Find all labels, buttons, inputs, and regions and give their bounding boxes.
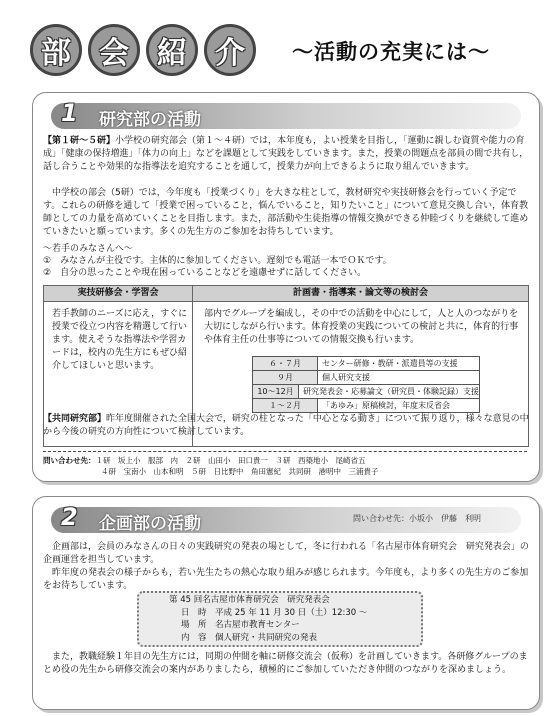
schedule-row: １～２月 「あゆみ」原稿検討，年度末反省会	[253, 399, 479, 412]
section-title: 研究部の活動	[99, 110, 201, 130]
event-info-box	[137, 591, 423, 647]
research-contacts	[43, 451, 527, 477]
young-teachers-list	[43, 243, 529, 279]
research-paragraph-2: 中学校の部会（5研）では，今年度も「授業づくり」を大きな柱として，教材研究や実技研修会を行っていく予定です。これらの研修を通して「授業で困っていること，悩んでいること，知りたいこと」について意見交換し合い，体育教師としての力量を高めていくことを目指します。また，部活動や生徒指導の情報交換ができる仲睦づくりを継続して進めていきたいと願っています。多くの先生方のご参加をお待ちしています。	[43, 188, 529, 237]
section-title-band	[51, 503, 521, 534]
section-title: 企画部の活動	[99, 514, 201, 534]
table-cell-practice: 若手教師のニーズに応え，すぐに授業で役立つ内容を精選して行います。使えそうな指導法や学習カードは，校内の先生方にもぜひ紹介してほしいと思います。	[52, 309, 188, 371]
page-header	[30, 24, 540, 82]
schedule-table	[252, 356, 480, 413]
section-number: 2	[61, 503, 78, 531]
title-char-4: 介	[204, 24, 256, 76]
table-header-review: 計画書・指導案・論文等の検討会	[193, 286, 528, 302]
research-label: 【第１研～５研】	[43, 136, 116, 146]
joint-label: 【共同研究部】	[43, 414, 107, 424]
planning-paragraph-3: また，教職経験１年目の先生方には，同期の仲間を軸に研修交流会（仮称）を計画していきます。各研修グループのまとめ役の先生から研修交流会の案内がありましたら，積極的にご参加していただき仲間のつながりを深めましょう。	[43, 652, 528, 675]
page-subtitle: ～活動の充実には～	[292, 40, 490, 64]
planning-contact: 問い合わせ先：小坂小 伊藤 利明	[353, 514, 481, 523]
title-char-3: 紹	[146, 24, 198, 76]
table-header-practice: 実技研修会・学習会	[44, 286, 193, 302]
contact-label: 問い合わせ先：	[43, 456, 96, 465]
section-planning	[32, 496, 540, 710]
young-heading: ～若手のみなさんへ～	[43, 244, 133, 254]
section-title-band	[51, 99, 521, 130]
section-research	[32, 92, 540, 482]
schedule-row: ６・７月 センター研修・教研・派遣員等の支援	[253, 357, 479, 371]
title-char-2: 会	[88, 24, 140, 76]
contact-row: １研 坂上小 服部 内 ２研 山田小 田口貴一 ３研 西築地小 尾崎省五	[95, 456, 366, 465]
schedule-row: ９月 個人研究支援	[253, 371, 479, 385]
section-number: 1	[61, 99, 78, 127]
title-char-1: 部	[30, 24, 82, 76]
schedule-row: 10～12月 研究発表会・応募論文（研究員・体験記録）支援	[253, 385, 479, 399]
event-title: 第 45 回名古屋市体育研究会 研究発表会	[169, 595, 330, 605]
contact-row: ４研 宝南小 山本和明 ５研 日比野中 角田憲紀 共同研 港明中 三浦貴子	[101, 467, 379, 476]
page	[8, 6, 548, 710]
planning-paragraph-2: 昨年度の発表会の様子からも，若い先生たちの熱心な取り組みが感じられます。今年度も，より多くの先生方のご参加をお待ちしています。	[43, 568, 529, 591]
young-item: ② 自分の思ったことや現在困っていることなどを遠慮せずに話してください。	[43, 268, 367, 278]
planning-paragraph-1: 企画部は，会員のみなさんの日々の実践研究の発表の場として，冬に行われる「名古屋市体育研究会 研究発表会」の企画運営を担当しています。	[43, 542, 529, 565]
event-row: 内 容 個人研究・共同研究の発表	[181, 632, 318, 643]
young-item: ① みなさんが主役です。主体的に参加してください。遅刻でも電話一本でＯＫです。	[43, 256, 392, 266]
table-cell-review: 部内でグループを編成し，その中での活動を中心にして，人と人のつながりを大切にしながら行います。体育授業の実践についての検討と共に，体育的行事や体育主任の仕事等についての情報交換も行います。	[204, 309, 519, 345]
joint-research-paragraph: 【共同研究部】昨年度開催された全国大会で，研究の柱となった「中心となる動き」について振り返り，様々な意見の中から今後の研究の方向性について検討しています。	[43, 414, 529, 437]
event-row: 場 所 名古屋市教育センター	[181, 620, 300, 630]
event-row: 日 時 平成 25 年 11 月 30 日（土）12:30 ～	[181, 607, 368, 618]
research-paragraph-1: 【第１研～５研】小学校の研究部会（第１～４研）では，本年度も，よい授業を目指し，「運動に親しむ資質や能力の育成」「健康の保持増進」「体力の向上」などを課題として実践をしていきます。また，授業の問題点を部員の間で共有し，話し合うことや効果的な指導法を追究することを通して，授業力が向上できるように取り組んでいきます。	[43, 136, 529, 172]
